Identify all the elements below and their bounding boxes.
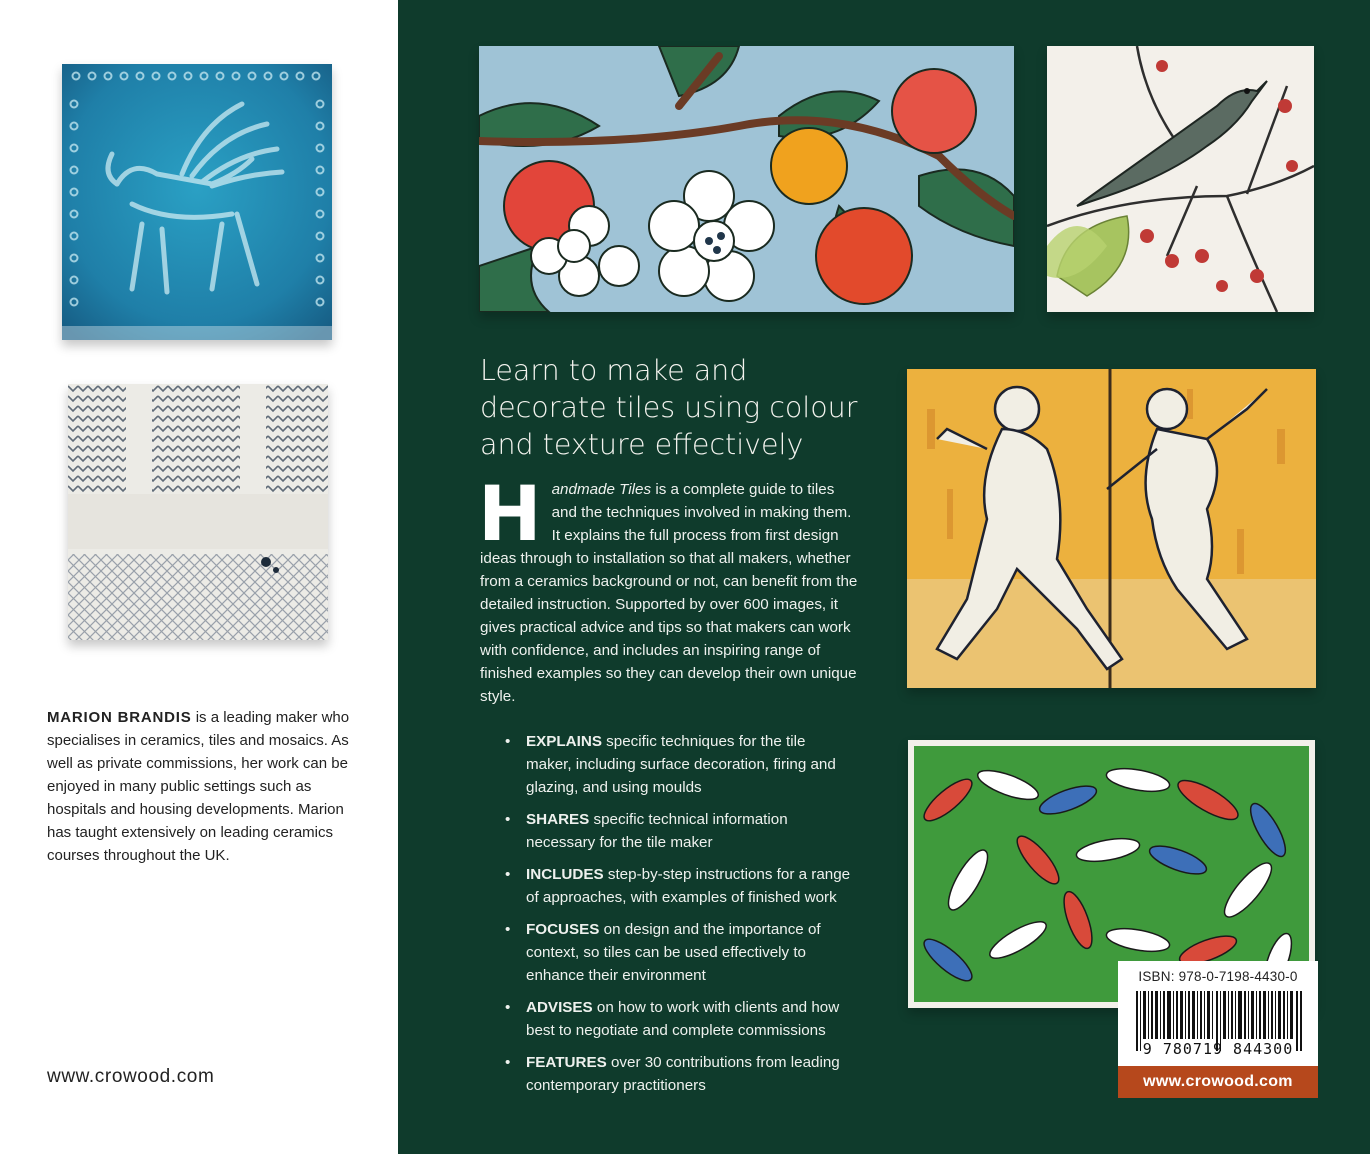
drop-cap-letter: H <box>478 469 542 558</box>
barcode-box <box>1118 961 1318 1098</box>
author-name: MARION BRANDIS <box>47 709 192 726</box>
bird-branch-tile-graphic <box>1047 46 1314 312</box>
barcode-digits: 9 780719 844300 <box>1142 1040 1294 1058</box>
publisher-website-barcode[interactable]: www.crowood.com <box>1118 1066 1318 1098</box>
author-bio <box>47 706 365 867</box>
feature-item-focuses <box>505 918 855 987</box>
publisher-website-left[interactable]: www.crowood.com <box>47 1066 215 1087</box>
bird-branch-tile-image <box>1047 46 1314 312</box>
dancing-figures-tile-image <box>907 369 1316 688</box>
feature-item-includes <box>505 863 855 909</box>
feature-text: step-by-step instructions for a range of approaches, with examples of finished work <box>526 866 851 906</box>
feature-text: on how to work with clients and how best to negotiate and complete commissions <box>526 999 840 1039</box>
blue-griffin-tile-graphic <box>62 64 332 340</box>
feature-item-features <box>505 1051 855 1097</box>
dancing-figures-tile-graphic <box>907 369 1316 688</box>
isbn-label: ISBN: 978-0-7198-4430-0 <box>1138 969 1298 984</box>
feature-item-shares <box>505 808 855 854</box>
white-textured-tile-graphic <box>68 384 328 640</box>
feature-keyword: FEATURES <box>526 1054 607 1071</box>
intro-paragraph <box>478 469 858 708</box>
blue-griffin-tile-image <box>62 64 332 340</box>
headline: Learn to make and decorate tiles using colour and texture effectively <box>480 354 858 461</box>
feature-text: specific techniques for the tile maker, including surface decoration, firing and glazing, and using moulds <box>526 733 836 796</box>
left-panel <box>0 0 398 1154</box>
feature-text: specific technical information necessary for the tile maker <box>526 811 788 851</box>
feature-keyword: ADVISES <box>526 999 593 1016</box>
intro-text: is a complete guide to tiles and the techniques involved in making them. It explains the full process from first design ideas through to installation so that all makers, whether from a ceramics background or not, can benefit from the detailed instruction. Supported by over 600 images, it gives practical advice and tips so that makers can work with confidence, and includes an inspiring range of finished examples so they can develop their own unique style. <box>480 481 858 705</box>
feature-item-advises <box>505 996 855 1042</box>
feature-item-explains <box>505 730 855 799</box>
feature-text: on design and the importance of context, so tiles can be used effectively to enhance their environment <box>526 921 821 984</box>
features-list <box>505 730 855 1106</box>
book-title: andmade Tiles <box>551 481 652 498</box>
feature-text: over 30 contributions from leading contemporary practitioners <box>526 1054 840 1094</box>
author-bio-text: is a leading maker who specialises in ceramics, tiles and mosaics. As well as private commissions, her work can be enjoyed in many public settings such as hospitals and housing developments. Marion has taught extensively on leading ceramics courses throughout the UK. <box>47 709 350 864</box>
feature-keyword: FOCUSES <box>526 921 600 938</box>
feature-keyword: SHARES <box>526 811 590 828</box>
white-textured-tile-image <box>68 384 328 640</box>
feature-keyword: EXPLAINS <box>526 733 602 750</box>
fruit-blossom-tile-image <box>479 46 1014 312</box>
fruit-blossom-tile-graphic <box>479 46 1014 312</box>
feature-keyword: INCLUDES <box>526 866 604 883</box>
